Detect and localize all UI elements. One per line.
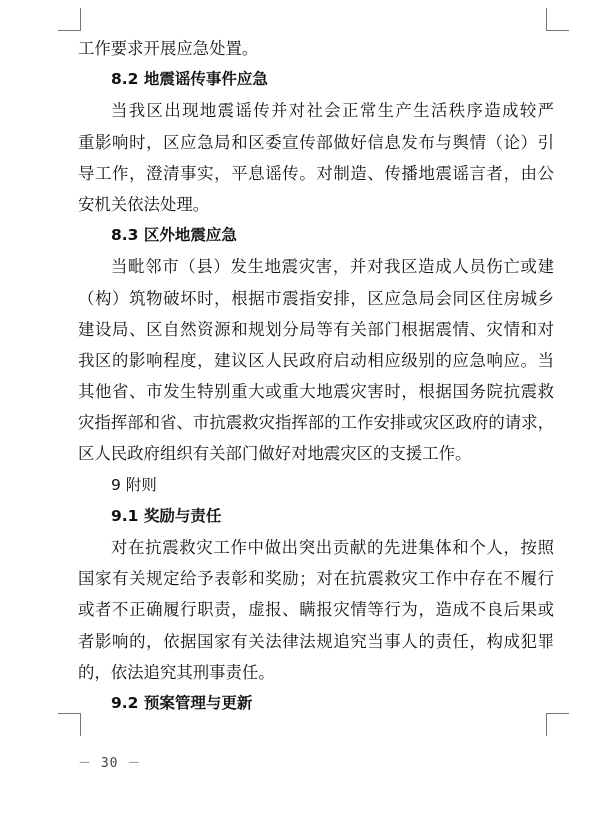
paragraph-line: 的，依法追究其刑事责任。 [78,662,275,682]
page-number: － 30 － [78,756,142,771]
paragraph-line: 我区的影响程度，建议区人民政府启动相应级别的应急响应。当 [78,350,554,370]
paragraph-line: （构）筑物破坏时，根据市震指安排，区应急局会同区住房城乡 [78,288,554,308]
crop-mark-top-left [58,8,81,31]
document-body [78,33,554,719]
paragraph-line: 区人民政府组织有关部门做好对地震灾区的支援工作。 [78,444,472,464]
paragraph-line: 当毗邻市（县）发生地震灾害，并对我区造成人员伤亡或建 [111,257,554,277]
paragraph-line: 国家有关规定给予表彰和奖励；对在抗震救灾工作中存在不履行 [78,569,554,589]
paragraph-line: 或者不正确履行职责，虚报、瞒报灾情等行为，造成不良后果或 [78,600,554,620]
paragraph-line: 其他省、市发生特别重大或重大地震灾害时，根据国务院抗震救 [78,382,554,402]
chapter-heading-9: 9 附则 [111,475,157,494]
paragraph-line: 导工作，澄清事实，平息谣传。对制造、传播地震谣言者，由公 [78,163,554,183]
paragraph-line: 工作要求开展应急处置。 [78,39,259,58]
paragraph-line: 当我区出现地震谣传并对社会正常生产生活秩序造成较严 [111,101,554,121]
paragraph-line: 安机关依法处理。 [78,194,210,214]
paragraph-line: 灾指挥部和省、市抗震救灾指挥部的工作安排或灾区政府的请求， [78,413,554,433]
paragraph-line: 对在抗震救灾工作中做出突出贡献的先进集体和个人，按照 [111,538,554,557]
paragraph-line: 者影响的，依据国家有关法律法规追究当事人的责任，构成犯罪 [78,631,554,651]
section-heading-9-2: 9.2 预案管理与更新 [111,693,253,712]
crop-mark-top-right [546,8,569,31]
paragraph-line: 建设局、区自然资源和规划分局等有关部门根据震情、灾情和对 [78,319,554,339]
section-heading-8-2: 8.2 地震谣传事件应急 [111,70,268,89]
section-heading-8-3: 8.3 区外地震应急 [111,226,237,245]
section-heading-9-1: 9.1 奖励与责任 [111,506,222,525]
paragraph-line: 重影响时，区应急局和区委宣传部做好信息发布与舆情（论）引 [78,132,554,152]
